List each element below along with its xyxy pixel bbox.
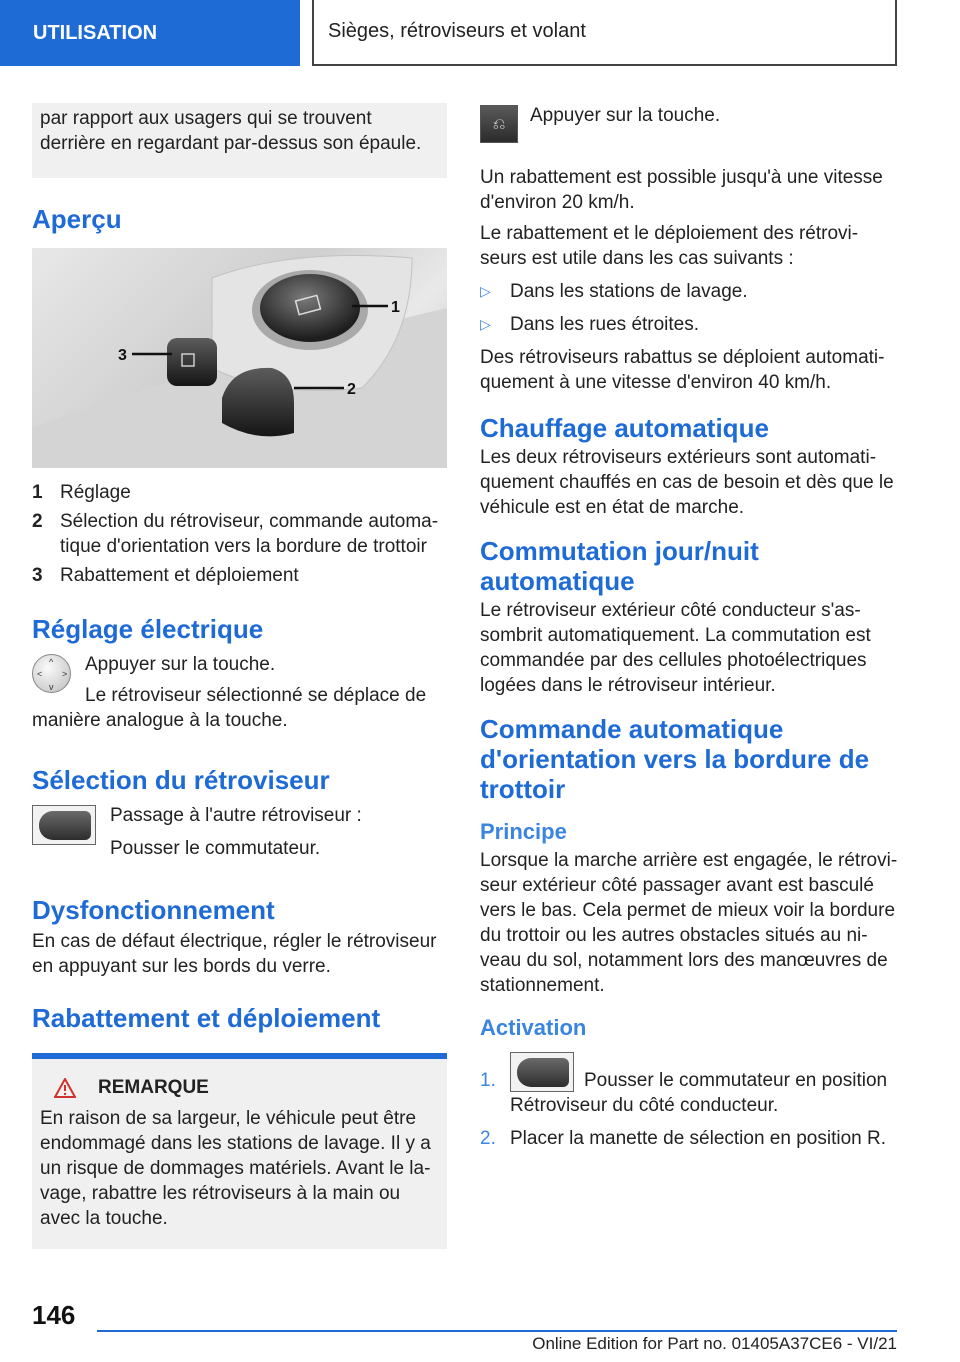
edition-text: Online Edition for Part no. 01405A37CE6 - VI/21 bbox=[532, 1334, 897, 1353]
selection-block bbox=[32, 803, 447, 861]
chapter-tab: Sièges, rétroviseurs et volant bbox=[312, 0, 897, 66]
heading-commande: Commande automatique d'orientation vers la bordure de trottoir bbox=[480, 714, 870, 804]
legend-item: 2 Sélection du rétroviseur, commande automatique d'orientation vers la bordure de trottoir bbox=[32, 511, 439, 557]
list-item: 2. Placer la manette de sélection en position R. bbox=[480, 1128, 886, 1149]
heading-rabattement: Rabattement et déploiement bbox=[32, 1003, 381, 1033]
heading-apercu: Aperçu bbox=[32, 204, 122, 234]
heading-principe: Principe bbox=[480, 819, 567, 844]
photo-legend bbox=[32, 480, 447, 588]
photo-label-2: 2 bbox=[347, 381, 356, 398]
fold-button-icon: ⎌ bbox=[480, 105, 518, 143]
heading-selection: Sélection du rétroviseur bbox=[32, 765, 330, 795]
page-header bbox=[0, 0, 960, 66]
legend-item: 1 Réglage bbox=[32, 482, 131, 503]
bullet-triangle-icon: ▷ bbox=[480, 283, 491, 299]
controls-illustration bbox=[32, 248, 447, 468]
dysf-text: En cas de défaut électrique, régler le rétroviseur en appuyant sur les bords du verre. bbox=[32, 931, 437, 977]
footer-rule bbox=[97, 1330, 897, 1332]
controls-photo bbox=[32, 248, 447, 468]
heading-dysfonctionnement: Dysfonctionnement bbox=[32, 895, 275, 925]
useful-text: Le rabattement et le déploiement des rétroviseurs est utile dans les cas suivants : bbox=[480, 223, 859, 269]
reglage-block bbox=[32, 652, 447, 733]
photo-label-3: 3 bbox=[118, 347, 127, 364]
fold-press-block bbox=[480, 103, 898, 133]
list-item: 1. Pousser le commutateur en position Rétroviseur du côté conducteur. bbox=[480, 1052, 898, 1118]
right-column bbox=[480, 103, 898, 1151]
section-tab: UTILISATION bbox=[0, 0, 300, 66]
list-item: ▷ Dans les stations de lavage. bbox=[480, 281, 748, 302]
speed-text: Un rabattement est possible jusqu'à une vitesse d'environ 20 km/h. bbox=[480, 167, 883, 213]
chauffage-text: Les deux rétroviseurs extérieurs sont automatiquement chauffés en cas de besoin et dès que le véhicule est en état de marche. bbox=[480, 447, 894, 518]
selector-switch-icon bbox=[510, 1052, 574, 1092]
heading-jour-nuit: Commutation jour/nuit automatique bbox=[480, 536, 759, 596]
warning-triangle-icon bbox=[54, 1078, 76, 1098]
list-item: ▷ Dans les rues étroites. bbox=[480, 314, 700, 335]
selection-line-1: Passage à l'autre rétroviseur : bbox=[110, 805, 362, 826]
legend-item: 3 Rabattement et déploiement bbox=[32, 565, 299, 586]
heading-activation: Activation bbox=[480, 1015, 587, 1040]
reglage-line-1: Appuyer sur la touche. bbox=[85, 654, 276, 675]
intro-text: par rapport aux usagers qui se trouvent derrière en regardant par-dessus son épaule. bbox=[40, 108, 422, 154]
warning-box bbox=[32, 1059, 447, 1249]
warning-section bbox=[32, 1053, 447, 1249]
press-text: Appuyer sur la touche. bbox=[530, 105, 721, 126]
photo-label-1: 1 bbox=[391, 299, 400, 316]
fold-button bbox=[167, 338, 217, 386]
bullet-triangle-icon: ▷ bbox=[480, 316, 491, 332]
heading-chauffage: Chauffage automatique bbox=[480, 413, 769, 443]
principe-text: Lorsque la marche arrière est engagée, le rétroviseur extérieur côté passager avant est basculé vers le bas. Cela permet de mieux voir la bordure du trottoir ou les autres obstacles situés au niveau du sol, notamment lors des manœuvres de stationnement. bbox=[480, 850, 898, 996]
page-number: 146 bbox=[32, 1300, 76, 1330]
reglage-line-2: Le rétroviseur sélectionné se déplace de manière analogue à la touche. bbox=[32, 685, 427, 731]
warning-header bbox=[40, 1075, 439, 1100]
continued-text-box bbox=[32, 103, 447, 178]
adjust-button-icon: ^ v < > bbox=[32, 654, 71, 693]
left-column bbox=[32, 103, 447, 1249]
auto-deploy-text: Des rétroviseurs rabattus se déploient automatiquement à une vitesse d'environ 40 km/h. bbox=[480, 347, 885, 393]
warning-title: REMARQUE bbox=[98, 1077, 209, 1098]
selection-line-2: Pousser le commutateur. bbox=[110, 838, 321, 859]
warning-text: En raison de sa largeur, le véhicule peut être endommagé dans les stations de lavage. Il y a un risque de dommages matériels. Avant le lavage, rabattre les rétroviseurs à la main ou avec la touche. bbox=[40, 1108, 431, 1229]
adjust-rocker bbox=[260, 274, 360, 342]
heading-reglage: Réglage électrique bbox=[32, 614, 264, 644]
selector-switch-icon bbox=[32, 805, 96, 845]
jour-nuit-text: Le rétroviseur extérieur côté conducteur s'assombrit automatiquement. La commutation est commandée par des cellules photoélectriques logées dans le rétroviseur intérieur. bbox=[480, 600, 871, 696]
